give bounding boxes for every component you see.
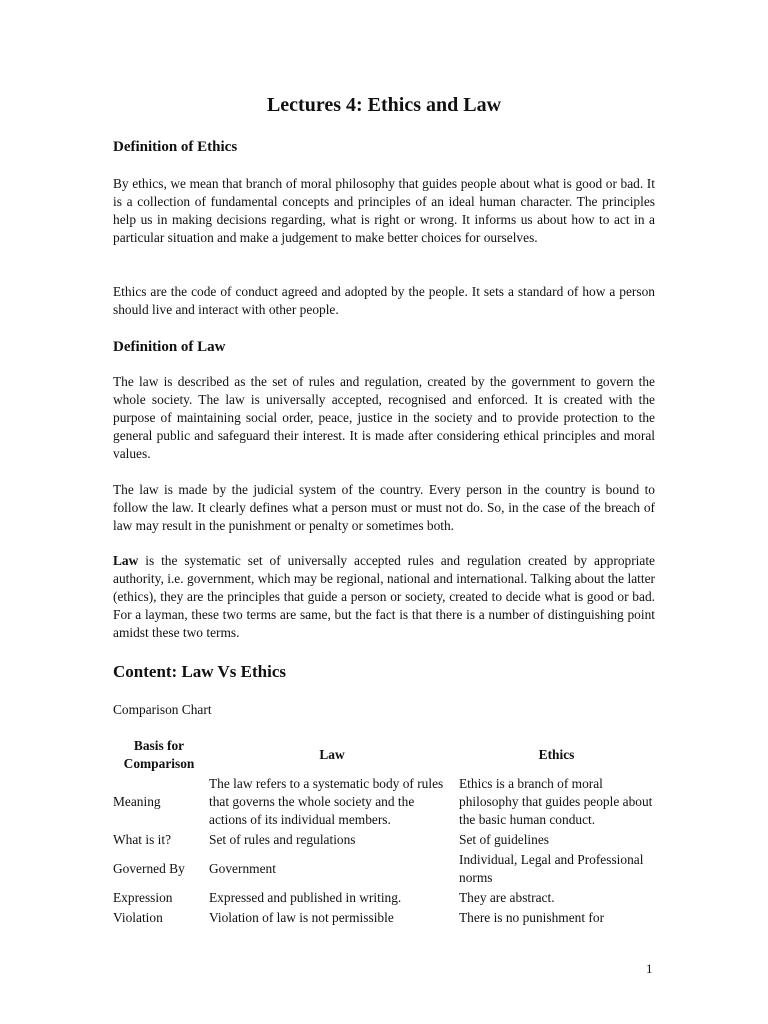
content-heading: Content: Law Vs Ethics [113,662,287,681]
ethics-paragraph-2: Ethics are the code of conduct agreed and adopted by the people. It sets a standard of how a person should live and interact with other people. [113,284,655,317]
page-title: Lectures 4: Ethics and Law [266,94,502,116]
law-cell: Government [209,861,276,876]
comparison-chart-caption: Comparison Chart [113,702,212,717]
table-row [111,850,656,888]
row-label: Violation [113,910,163,925]
ethics-cell: They are abstract. [459,890,555,905]
header-ethics: Ethics [538,747,575,762]
ethics-cell: Set of guidelines [459,832,550,847]
row-label: Expression [113,890,173,905]
table-row [111,774,656,830]
header-basis: Basis for Comparison [123,738,195,771]
law-heading: Definition of Law [113,339,226,355]
comparison-table [111,736,656,928]
law-cell: Expressed and published in writing. [209,890,402,905]
header-law: Law [319,747,345,762]
law-paragraph-1: The law is described as the set of rules and regulation, created by the government to govern the whole society. The law is universally accepted, recognised and enforced. It is created with the purpose of maintaining social order, peace, justice in the society and to provide protection to the general public and safeguard their interest. It is made after considering ethical principles and moral values. [113,374,655,461]
law-cell: Set of rules and regulations [209,832,356,847]
ethics-cell: There is no punishment for [459,910,605,925]
ethics-cell: Ethics is a branch of moral philosophy that guides people about the basic human conduct. [459,776,653,827]
table-row [111,888,656,908]
law-term: Law [113,553,139,568]
ethics-heading: Definition of Ethics [113,139,238,155]
ethics-cell: Individual, Legal and Professional norms [459,852,644,885]
table-row [111,908,656,928]
law-paragraph-2: The law is made by the judicial system of the country. Every person in the country is bound to follow the law. It clearly defines what a person must or must not do. So, in the case of the breach of law may result in the punishment or penalty or sometimes both. [113,482,655,533]
table-row [111,830,656,850]
law-paragraph-3-text: is the systematic set of universally accepted rules and regulation created by appropriate authority, i.e. government, which may be regional, national and international. Talking about the latter (ethics), they are the principles that guide a person or society, created to decide what is good or bad. For a layman, these two terms are same, but the fact is that there is a number of distinguishing point amidst these two terms. [113,553,655,640]
row-label: What is it? [113,832,172,847]
table-header-row [111,736,656,774]
law-paragraph-3 [113,552,655,642]
law-cell: Violation of law is not permissible [209,910,394,925]
page-number: 1 [646,961,653,976]
row-label: Meaning [113,794,161,809]
law-cell: The law refers to a systematic body of rules that governs the whole society and the actions of its individual members. [209,776,444,827]
ethics-paragraph-1: By ethics, we mean that branch of moral philosophy that guides people about what is good or bad. It is a collection of fundamental concepts and principles of an ideal human character. The principles help us in making decisions regarding, what is right or wrong. It informs us about how to act in a particular situation and make a judgement to make better choices for ourselves. [113,176,655,245]
row-label: Governed By [113,861,185,876]
